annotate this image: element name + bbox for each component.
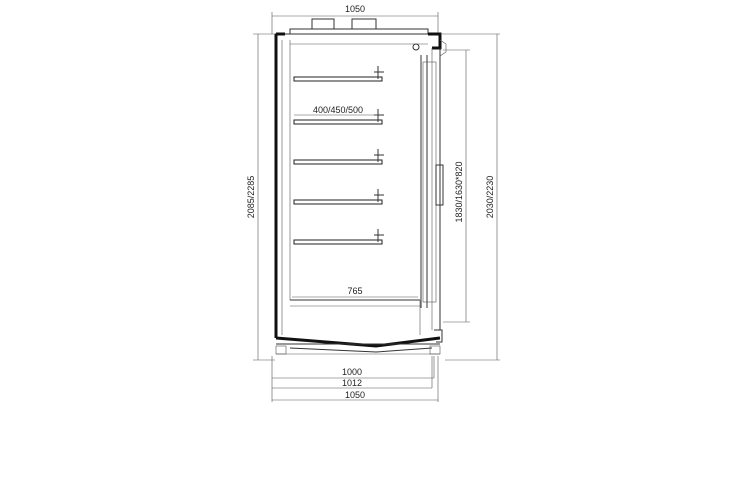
door-height-dimension xyxy=(443,50,470,322)
width-1012-label: 1012 xyxy=(341,378,363,388)
shelf-1 xyxy=(294,66,384,81)
right-height-label: 2030/2230 xyxy=(485,175,495,219)
bottom-width-dimensions xyxy=(272,356,438,402)
width-1050-bottom-label: 1050 xyxy=(344,390,366,400)
top-canopy xyxy=(275,19,440,34)
base-depth-label: 765 xyxy=(347,286,363,296)
left-height-label: 2085/2285 xyxy=(246,175,256,219)
base-depth-dimension xyxy=(292,286,418,297)
width-1000-label: 1000 xyxy=(341,367,363,377)
shelf-5 xyxy=(294,229,384,244)
shelf-4 xyxy=(294,189,384,204)
top-width-label: 1050 xyxy=(344,4,366,14)
cabinet-body xyxy=(276,34,446,354)
door-height-label: 1830/1630*820 xyxy=(454,161,464,223)
right-height-dimension xyxy=(442,34,500,360)
shelves xyxy=(294,66,384,244)
left-height-dimension xyxy=(246,34,275,360)
shelf-depth-label: 400/450/500 xyxy=(312,105,364,115)
shelf-3 xyxy=(294,149,384,164)
